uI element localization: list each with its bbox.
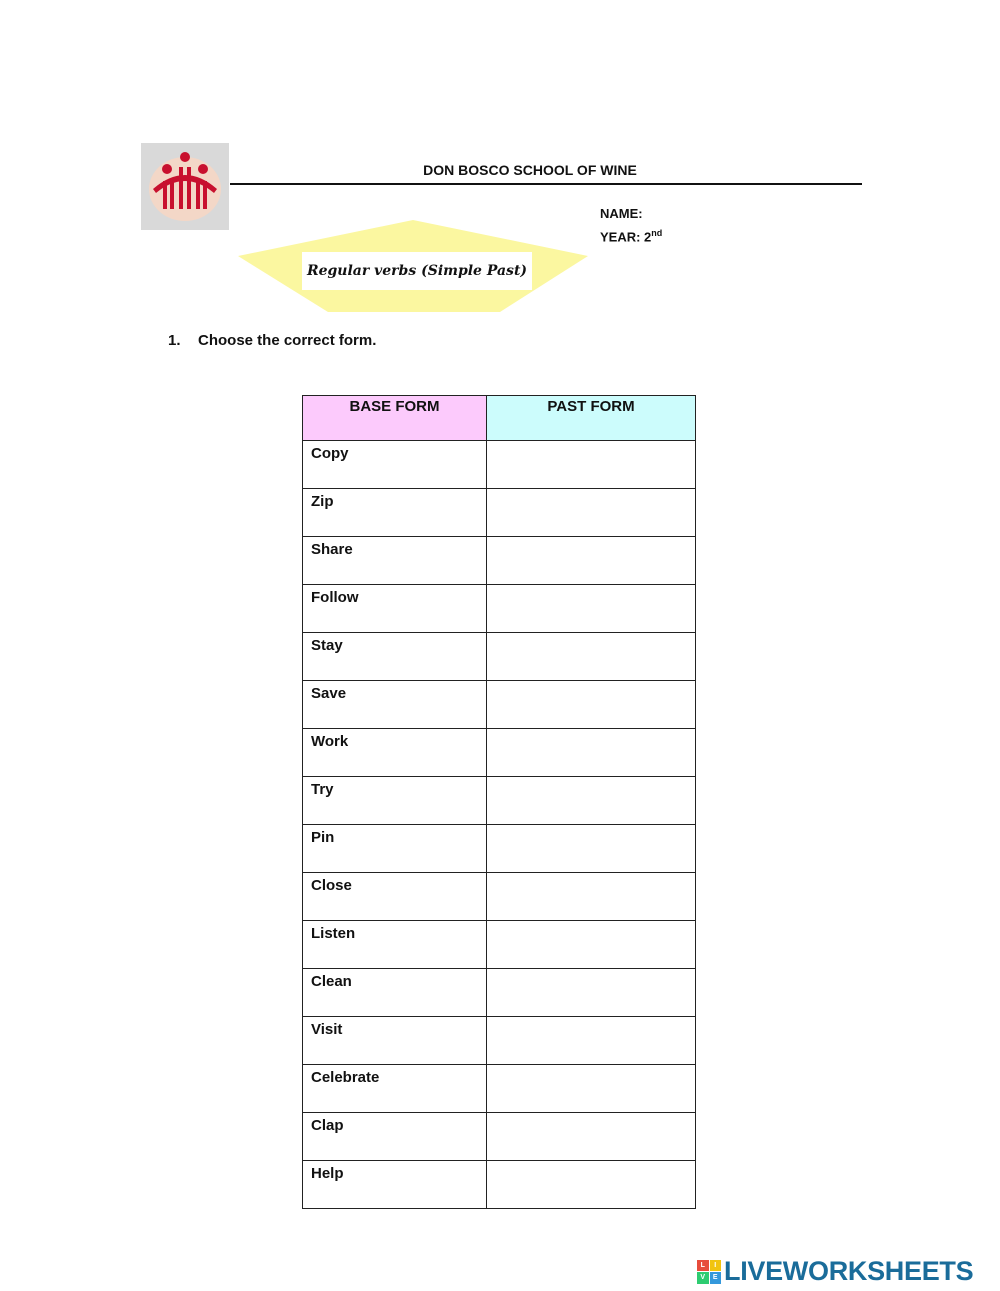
- base-form-cell: Close: [303, 873, 487, 921]
- school-name: DON BOSCO SCHOOL OF WINE: [423, 162, 637, 178]
- past-form-answer-cell[interactable]: [487, 1161, 696, 1209]
- base-form-cell: Pin: [303, 825, 487, 873]
- past-form-answer-cell[interactable]: [487, 729, 696, 777]
- table-header-row: [303, 396, 696, 441]
- liveworksheets-squares-icon: [697, 1260, 721, 1284]
- table-row: [303, 969, 696, 1017]
- table-row: [303, 1161, 696, 1209]
- past-form-answer-cell[interactable]: [487, 969, 696, 1017]
- past-form-answer-cell[interactable]: [487, 1017, 696, 1065]
- exercise-number: 1.: [168, 332, 181, 349]
- brand-letter: L: [697, 1260, 709, 1272]
- brand-letter: E: [710, 1272, 722, 1284]
- base-form-cell: Zip: [303, 489, 487, 537]
- base-form-cell: Stay: [303, 633, 487, 681]
- exercise-text: Choose the correct form.: [198, 332, 377, 349]
- table-row: [303, 1017, 696, 1065]
- table-row: [303, 681, 696, 729]
- table-row: [303, 489, 696, 537]
- table-row: [303, 921, 696, 969]
- past-form-answer-cell[interactable]: [487, 489, 696, 537]
- table-row: [303, 537, 696, 585]
- header-divider: [230, 183, 862, 185]
- base-form-cell: Follow: [303, 585, 487, 633]
- table-row: [303, 633, 696, 681]
- base-form-header: BASE FORM: [303, 396, 487, 441]
- year-value: YEAR: 2: [600, 229, 652, 245]
- table-row: [303, 825, 696, 873]
- table-row: [303, 441, 696, 489]
- past-form-answer-cell[interactable]: [487, 537, 696, 585]
- past-form-answer-cell[interactable]: [487, 777, 696, 825]
- table-row: [303, 873, 696, 921]
- table-row: [303, 1113, 696, 1161]
- past-form-answer-cell[interactable]: [487, 681, 696, 729]
- past-form-answer-cell[interactable]: [487, 825, 696, 873]
- school-logo: [141, 143, 229, 230]
- base-form-cell: Listen: [303, 921, 487, 969]
- base-form-cell: Share: [303, 537, 487, 585]
- liveworksheets-logo: [697, 1256, 973, 1287]
- table-row: [303, 729, 696, 777]
- table-row: [303, 777, 696, 825]
- base-form-cell: Copy: [303, 441, 487, 489]
- three-figures-logo-icon: [141, 143, 229, 230]
- verb-table: [302, 395, 696, 1209]
- base-form-cell: Clean: [303, 969, 487, 1017]
- past-form-answer-cell[interactable]: [487, 585, 696, 633]
- base-form-cell: Celebrate: [303, 1065, 487, 1113]
- past-form-answer-cell[interactable]: [487, 633, 696, 681]
- exercise-instruction: [168, 332, 376, 349]
- year-label: [600, 228, 662, 244]
- base-form-cell: Save: [303, 681, 487, 729]
- past-form-answer-cell[interactable]: [487, 441, 696, 489]
- base-form-cell: Clap: [303, 1113, 487, 1161]
- base-form-cell: Work: [303, 729, 487, 777]
- base-form-cell: Visit: [303, 1017, 487, 1065]
- worksheet-title: Regular verbs (Simple Past): [302, 252, 532, 290]
- past-form-answer-cell[interactable]: [487, 1113, 696, 1161]
- liveworksheets-brand: LIVEWORKSHEETS: [724, 1256, 974, 1286]
- base-form-cell: Try: [303, 777, 487, 825]
- brand-letter: V: [697, 1272, 709, 1284]
- brand-letter: I: [710, 1260, 722, 1272]
- past-form-answer-cell[interactable]: [487, 1065, 696, 1113]
- past-form-answer-cell[interactable]: [487, 921, 696, 969]
- table-row: [303, 585, 696, 633]
- past-form-header: PAST FORM: [487, 396, 696, 441]
- base-form-cell: Help: [303, 1161, 487, 1209]
- year-suffix: nd: [651, 228, 663, 238]
- name-label: NAME:: [600, 206, 643, 221]
- table-row: [303, 1065, 696, 1113]
- past-form-answer-cell[interactable]: [487, 873, 696, 921]
